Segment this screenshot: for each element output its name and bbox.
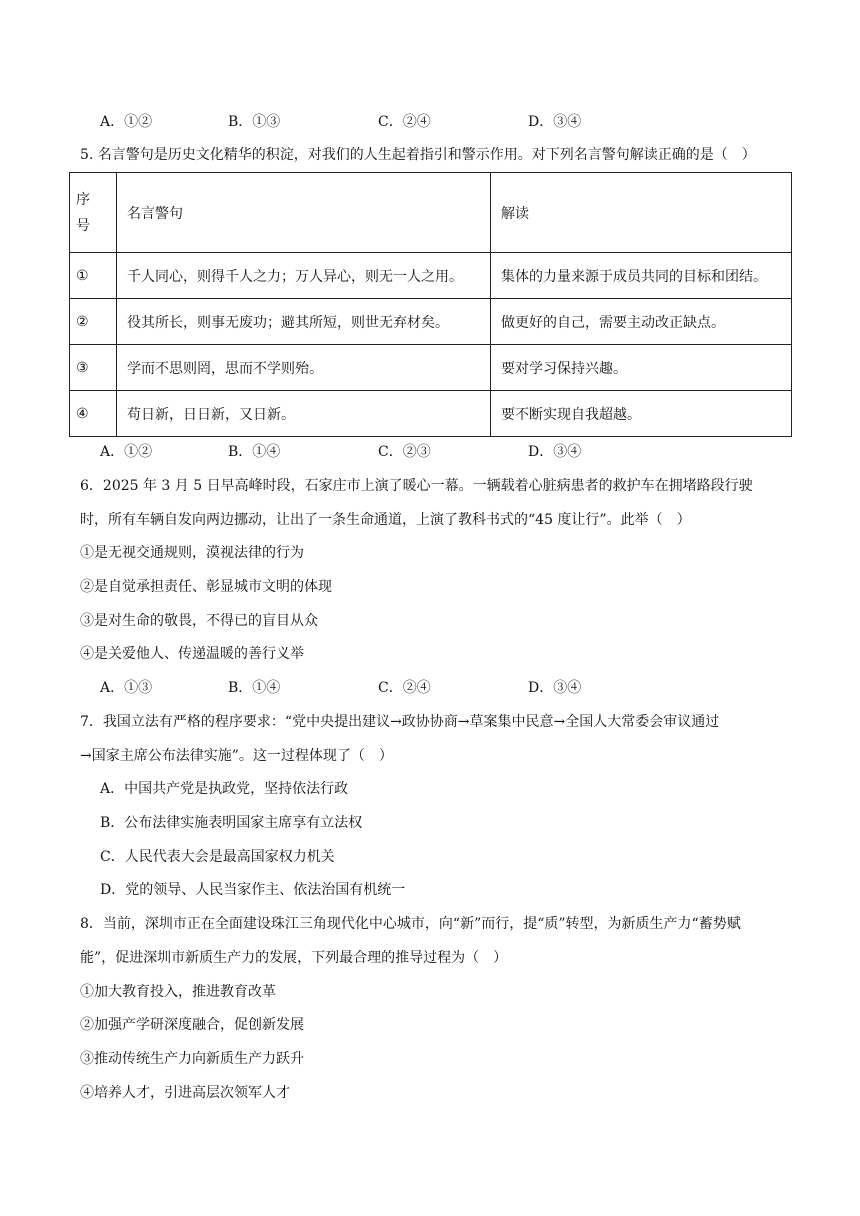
header-interpretation: 解读 <box>491 173 792 253</box>
q8-statement-3: ③推动传统生产力向新质生产力跃升 <box>80 1051 304 1067</box>
q7-choice-d: D．党的领导、人民当家作主、依法治国有机统一 <box>100 882 406 898</box>
header-quote: 名言警句 <box>117 173 491 253</box>
header-number: 序号 <box>70 173 117 253</box>
q4-options <box>100 112 720 132</box>
q7-stem-line-1: 7．我国立法有严格的程序要求：“党中央提出建议→政协协商→草案集中民意→全国人大常委会审议通过 <box>80 714 720 730</box>
q6-option-d: D．③④ <box>528 680 582 696</box>
table-row <box>70 391 792 437</box>
q7-choice-a: A．中国共产党是执政党，坚持依法行政 <box>100 781 349 797</box>
row-interpretation: 集体的力量来源于成员共同的目标和团结。 <box>491 253 792 299</box>
q6-options <box>100 678 720 698</box>
q7-stem-line-2: →国家主席公布法律实施”。这一过程体现了（ ） <box>80 748 393 764</box>
row-quote: 苟日新，日日新，又日新。 <box>117 391 491 437</box>
q6-statement-1: ①是无视交通规则，漠视法律的行为 <box>80 545 304 561</box>
row-interpretation: 做更好的自己，需要主动改正缺点。 <box>491 299 792 345</box>
q5-option-a: A．①② <box>100 444 153 460</box>
row-interpretation: 要不断实现自我超越。 <box>491 391 792 437</box>
table-header-row <box>70 173 792 253</box>
q5-option-d: D．③④ <box>528 444 582 460</box>
q8-stem-line-1: 8．当前，深圳市正在全面建设珠江三角现代化中心城市，向“新”而行，提“质”转型，为新质生产力“蓄势赋 <box>80 916 741 932</box>
row-number: ③ <box>70 345 117 391</box>
q7-choice-b: B．公布法律实施表明国家主席享有立法权 <box>100 815 363 831</box>
q4-option-d: D．③④ <box>528 114 582 130</box>
row-quote: 役其所长，则事无废功；避其所短，则世无弃材矣。 <box>117 299 491 345</box>
q6-stem-line-1: 6．2025 年 3 月 5 日早高峰时段，石家庄市上演了暖心一幕。一辆载着心脏病患者的救护车在拥堵路段行驶 <box>80 478 753 494</box>
q8-statement-4: ④培养人才，引进高层次领军人才 <box>80 1085 290 1101</box>
row-quote: 千人同心，则得千人之力；万人异心，则无一人之用。 <box>117 253 491 299</box>
table-row <box>70 345 792 391</box>
q4-option-c: C．②④ <box>378 114 431 130</box>
q6-option-a: A．①③ <box>100 680 153 696</box>
q8-statement-2: ②加强产学研深度融合，促创新发展 <box>80 1017 304 1033</box>
row-number: ① <box>70 253 117 299</box>
q6-statement-2: ②是自觉承担责任、彰显城市文明的体现 <box>80 579 332 595</box>
q8-stem-line-2: 能”，促进深圳市新质生产力的发展，下列最合理的推导过程为（ ） <box>80 950 508 966</box>
q4-option-b: B．①③ <box>228 114 281 130</box>
q5-stem: 5. 名言警句是历史文化精华的积淀，对我们的人生起着指引和警示作用。对下列名言警句解读正确的是（ ） <box>80 147 756 163</box>
q7-choice-c: C．人民代表大会是最高国家权力机关 <box>100 849 335 865</box>
q4-option-a: A．①② <box>100 114 153 130</box>
table-row <box>70 253 792 299</box>
row-number: ④ <box>70 391 117 437</box>
q5-quotes-table <box>69 172 792 437</box>
table-row <box>70 299 792 345</box>
q6-option-b: B．①④ <box>228 680 281 696</box>
q6-statement-3: ③是对生命的敬畏，不得已的盲目从众 <box>80 613 318 629</box>
row-number: ② <box>70 299 117 345</box>
q5-options <box>100 442 720 462</box>
q5-option-c: C．②③ <box>378 444 431 460</box>
q6-option-c: C．②④ <box>378 680 431 696</box>
row-interpretation: 要对学习保持兴趣。 <box>491 345 792 391</box>
q6-statement-4: ④是关爱他人、传递温暖的善行义举 <box>80 646 304 662</box>
q6-stem-line-2: 时，所有车辆自发向两边挪动，让出了一条生命通道，上演了教科书式的“45 度让行”。此举（ ） <box>80 512 691 528</box>
q5-option-b: B．①④ <box>228 444 281 460</box>
row-quote: 学而不思则罔，思而不学则殆。 <box>117 345 491 391</box>
q8-statement-1: ①加大教育投入，推进教育改革 <box>80 984 276 1000</box>
